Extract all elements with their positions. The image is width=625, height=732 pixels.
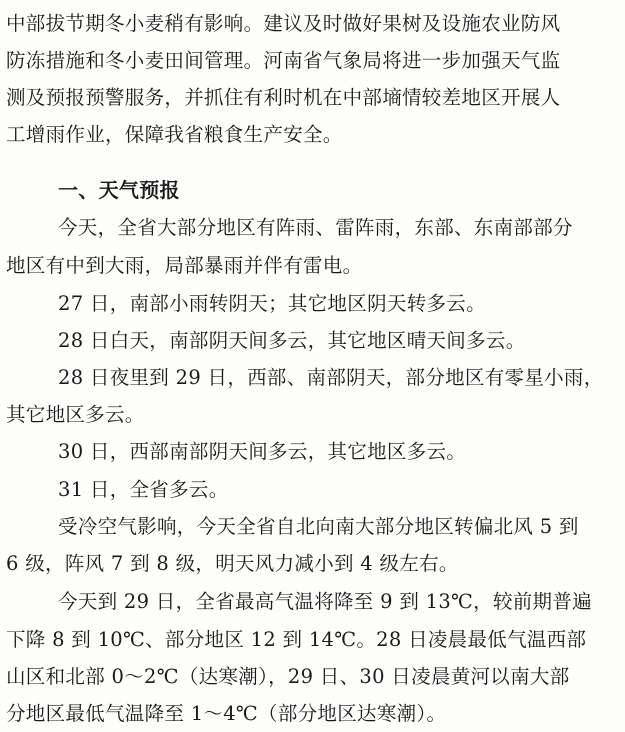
body-line-10: 6 级，阵风 7 到 8 级，明天风力减小到 4 级左右。 [6,552,459,575]
body-line-13: 山区和北部 0～2℃（达寒潮），29 日、30 日凌晨黄河以南大部 [6,665,570,688]
body-line-6: 其它地区多云。 [6,403,145,426]
body-line-7: 30 日，西部南部阴天间多云，其它地区多云。 [58,440,467,463]
intro-line-3: 测及预报预警服务，并抓住有利时机在中部墒情较差地区开展人 [6,86,561,109]
body-line-11: 今天到 29 日，全省最高气温将降至 9 到 13℃，较前期普遍 [58,590,592,613]
body-line-5: 28 日夜里到 29 日，西部、南部阴天，部分地区有零星小雨， [58,366,604,389]
intro-line-4: 工增雨作业，保障我省粮食生产安全。 [6,123,343,146]
intro-line-2: 防冻措施和冬小麦田间管理。河南省气象局将进一步加强天气监 [6,49,561,72]
body-line-12: 下降 8 到 10℃、部分地区 12 到 14℃。28 日凌晨最低气温西部 [6,628,587,651]
body-line-2: 地区有中到大雨，局部暴雨并伴有雷电。 [6,254,363,277]
body-line-4: 28 日白天，南部阴天间多云，其它地区晴天间多云。 [58,329,526,352]
intro-line-1: 中部拔节期冬小麦稍有影响。建议及时做好果树及设施农业防风 [6,12,561,35]
body-line-14: 分地区最低气温降至 1～4℃（部分地区达寒潮）。 [6,702,447,725]
section-heading: 一、天气预报 [58,178,180,202]
body-line-3: 27 日，南部小雨转阴天；其它地区阴天转多云。 [58,292,486,315]
body-line-9: 受冷空气影响，今天全省自北向南大部分地区转偏北风 5 到 [58,515,579,538]
body-line-8: 31 日，全省多云。 [58,478,229,501]
body-line-1: 今天，全省大部分地区有阵雨、雷阵雨，东部、东南部部分 [58,216,573,239]
